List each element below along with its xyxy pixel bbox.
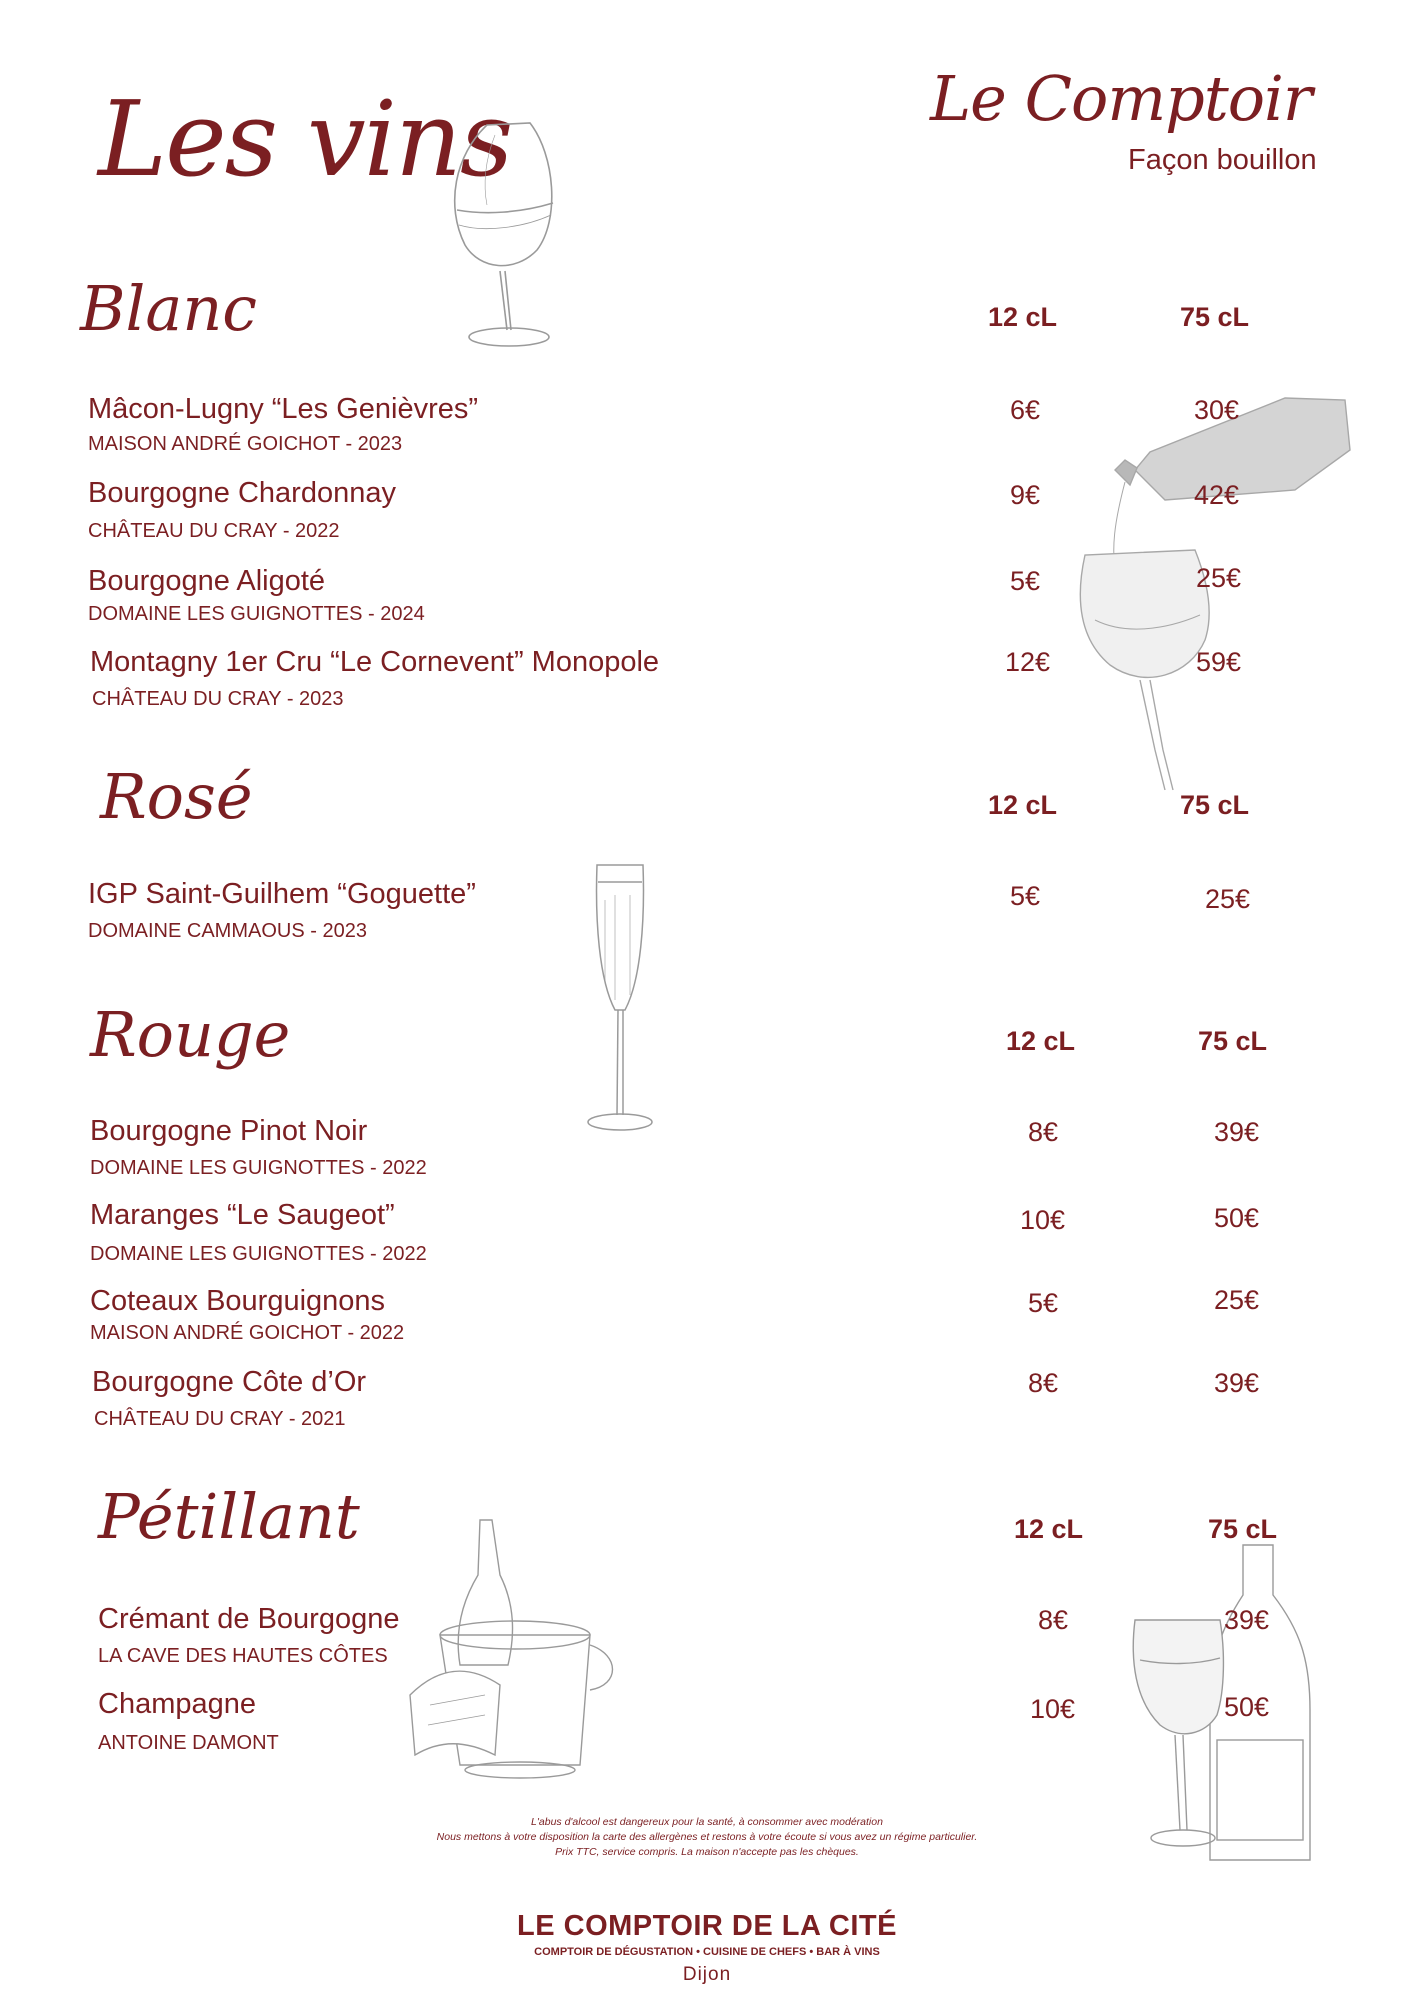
section-title-blanc: Blanc (80, 272, 258, 345)
column-header-75cl: 75 cL (1198, 1026, 1268, 1056)
wine-producer: DOMAINE LES GUIGNOTTES - 2024 (88, 603, 425, 625)
wine-producer: DOMAINE CAMMAOUS - 2023 (88, 920, 367, 942)
price-75cl: 50€ (1214, 1203, 1260, 1233)
wine-name: Mâcon-Lugny “Les Genièvres” (88, 393, 479, 425)
page-title: Les vins (98, 78, 512, 200)
column-header-75cl: 75 cL (1208, 1514, 1278, 1544)
section-title-rose: Rosé (100, 760, 253, 833)
price-12cl: 8€ (1038, 1605, 1069, 1635)
price-12cl: 8€ (1028, 1117, 1059, 1147)
price-12cl: 12€ (1005, 647, 1051, 677)
price-75cl: 50€ (1224, 1692, 1270, 1722)
brand-tagline: Façon bouillon (1128, 144, 1317, 176)
ice-bucket-illustration (400, 1515, 630, 1785)
pouring-wine-illustration (1055, 390, 1355, 810)
wine-producer: LA CAVE DES HAUTES CÔTES (98, 1645, 388, 1667)
price-12cl: 10€ (1030, 1694, 1076, 1724)
wine-name: Bourgogne Aligoté (88, 565, 326, 597)
disclaimer-line: L'abus d'alcool est dangereux pour la santé, à consommer avec modération (531, 1816, 883, 1828)
wine-producer: CHÂTEAU DU CRAY - 2021 (94, 1408, 346, 1430)
wine-name: Champagne (98, 1688, 256, 1720)
disclaimer-line: Nous mettons à votre disposition la carte des allergènes et restons à votre écoute si vous avez un régime particulier. (436, 1831, 978, 1843)
column-header-12cl: 12 cL (1014, 1514, 1084, 1544)
price-12cl: 6€ (1010, 395, 1041, 425)
column-header-12cl: 12 cL (988, 302, 1058, 332)
price-12cl: 5€ (1010, 881, 1041, 911)
wine-name: Montagny 1er Cru “Le Cornevent” Monopole (90, 646, 660, 678)
price-75cl: 25€ (1214, 1285, 1260, 1315)
section-title-petillant: Pétillant (98, 1480, 360, 1553)
price-12cl: 5€ (1010, 566, 1041, 596)
price-75cl: 25€ (1196, 563, 1242, 593)
wine-name: Bourgogne Côte d’Or (92, 1366, 367, 1398)
wine-producer: CHÂTEAU DU CRAY - 2022 (88, 520, 340, 542)
wine-name: Coteaux Bourguignons (90, 1285, 386, 1317)
wine-producer: MAISON ANDRÉ GOICHOT - 2022 (90, 1322, 405, 1344)
footer-city: Dijon (682, 1964, 732, 1985)
price-75cl: 39€ (1214, 1117, 1260, 1147)
column-header-12cl: 12 cL (988, 790, 1058, 820)
wine-name: Maranges “Le Saugeot” (90, 1199, 395, 1231)
price-12cl: 9€ (1010, 480, 1041, 510)
wine-name: Crémant de Bourgogne (98, 1603, 400, 1635)
price-75cl: 39€ (1214, 1368, 1260, 1398)
price-75cl: 39€ (1224, 1605, 1270, 1635)
wine-producer: CHÂTEAU DU CRAY - 2023 (92, 688, 344, 710)
price-12cl: 10€ (1020, 1205, 1066, 1235)
wine-name: IGP Saint-Guilhem “Goguette” (88, 878, 476, 910)
footer-brand: LE COMPTOIR DE LA CITÉ (517, 1910, 897, 1942)
wine-name: Bourgogne Pinot Noir (90, 1115, 368, 1147)
column-header-75cl: 75 cL (1180, 302, 1250, 332)
wine-producer: ANTOINE DAMONT (98, 1732, 279, 1754)
wine-producer: MAISON ANDRÉ GOICHOT - 2023 (88, 433, 403, 455)
column-header-75cl: 75 cL (1180, 790, 1250, 820)
price-12cl: 5€ (1028, 1288, 1059, 1318)
price-12cl: 8€ (1028, 1368, 1059, 1398)
wine-name: Bourgogne Chardonnay (88, 477, 396, 509)
price-75cl: 25€ (1205, 884, 1251, 914)
price-75cl: 42€ (1194, 480, 1240, 510)
section-title-rouge: Rouge (90, 998, 291, 1071)
wine-glass-illustration (425, 115, 575, 375)
wine-producer: DOMAINE LES GUIGNOTTES - 2022 (90, 1243, 427, 1265)
price-75cl: 59€ (1196, 647, 1242, 677)
wine-producer: DOMAINE LES GUIGNOTTES - 2022 (90, 1157, 427, 1179)
legal-disclaimer (270, 1815, 1144, 1860)
price-75cl: 30€ (1194, 395, 1240, 425)
column-header-12cl: 12 cL (1006, 1026, 1076, 1056)
footer-tagline: COMPTOIR DE DÉGUSTATION • CUISINE DE CHEFS • BAR À VINS (534, 1946, 880, 1958)
brand-logo-text: Le Comptoir (930, 62, 1312, 135)
disclaimer-line: Prix TTC, service compris. La maison n'accepte pas les chèques. (555, 1846, 859, 1858)
champagne-flute-illustration (575, 860, 665, 1150)
